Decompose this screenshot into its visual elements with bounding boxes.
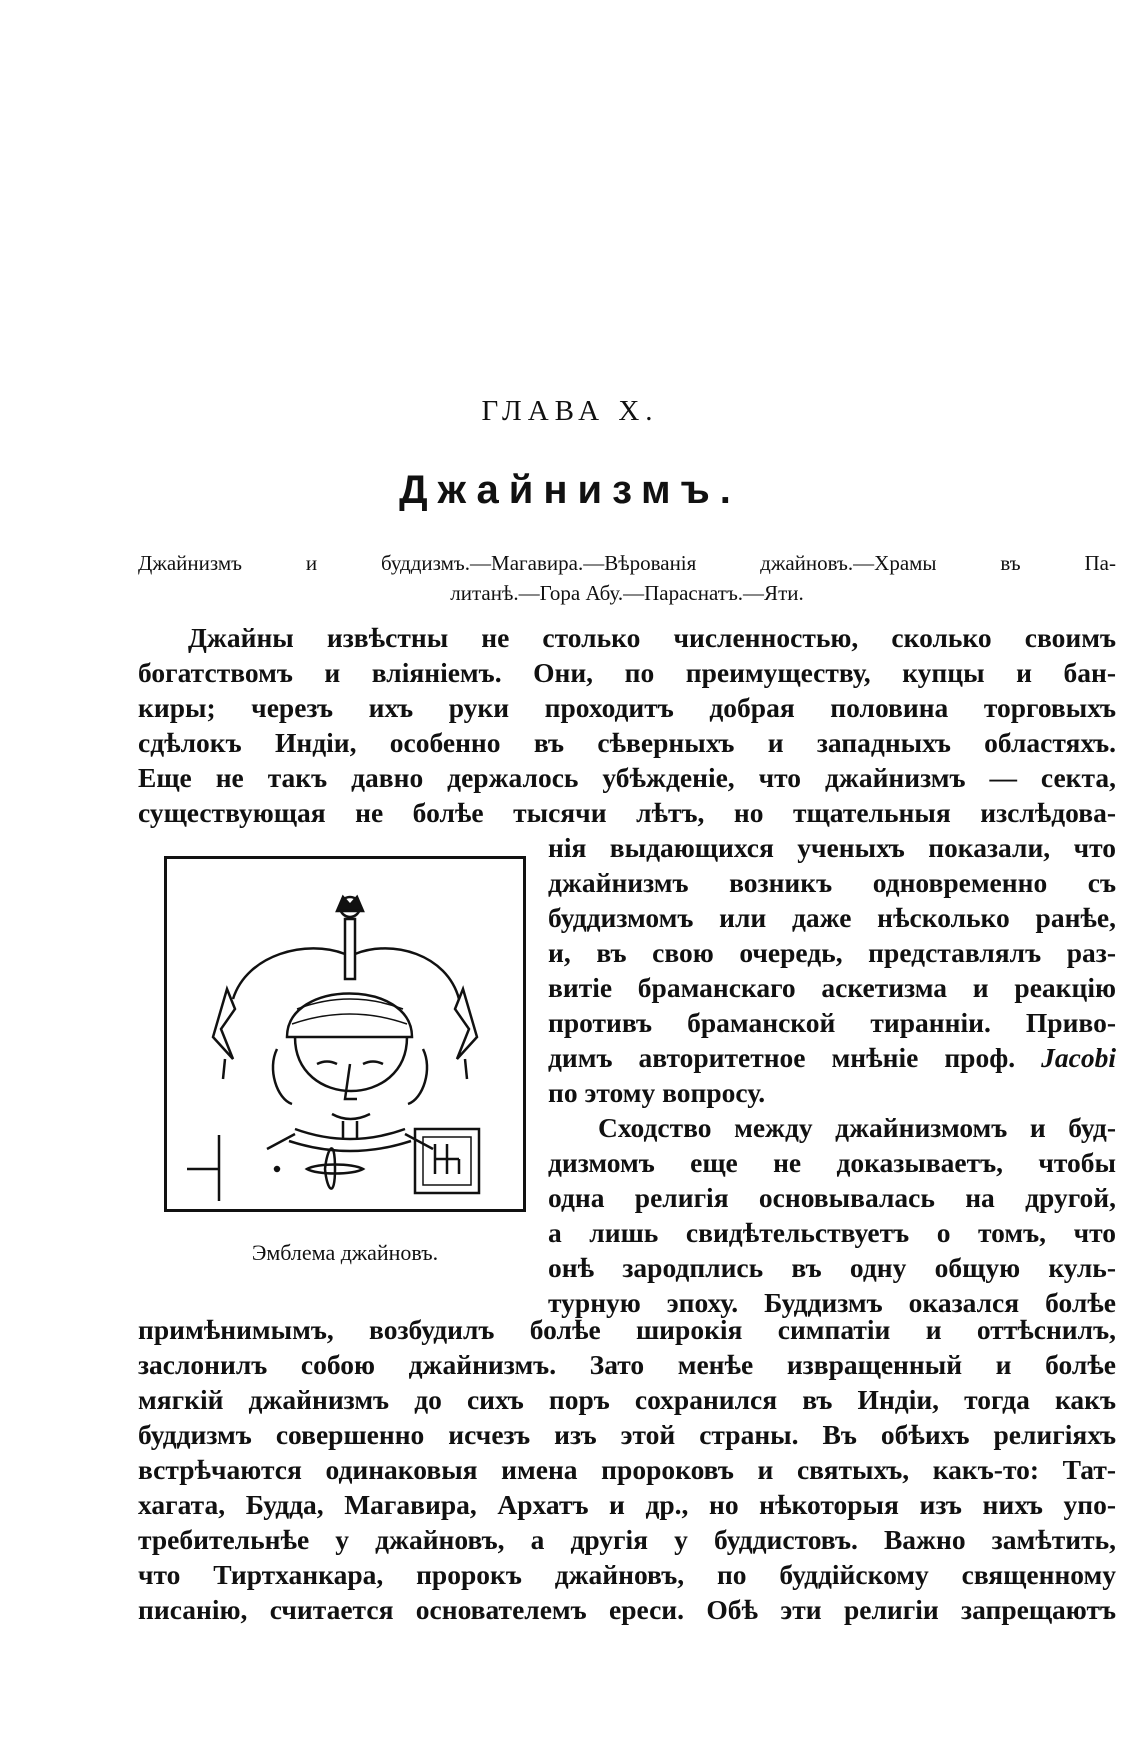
text-line: нія выдающихся ученыхъ показали, что: [548, 832, 1116, 863]
text-line: витіе браманскаго аскетизма и реакцію: [548, 972, 1116, 1003]
text-line: турную эпоху. Буддизмъ оказался болѣе: [548, 1287, 1116, 1318]
text-line: буддизмомъ или даже нѣсколько ранѣе,: [548, 902, 1116, 933]
paragraph-1-side: [548, 830, 1116, 1320]
text-line: и, въ свою очередь, представлялъ раз-: [548, 937, 1116, 968]
chapter-title: Джайнизмъ.: [399, 468, 741, 512]
text-line: что Тиртханкара, пророкъ джайновъ, по буддійскому священному: [138, 1559, 1116, 1590]
text-line: противъ браманской тиранніи. Приво-: [548, 1007, 1116, 1038]
text-line: Джайны извѣстны не столько численностью, сколько своимъ: [188, 622, 1116, 653]
text-fragment: димъ авторитетное мнѣніе проф.: [548, 1042, 1016, 1073]
text-line: джайнизмъ возникъ одновременно съ: [548, 867, 1116, 898]
text-line: одна религія основывалась на другой,: [548, 1182, 1116, 1213]
figure-caption: Эмблема джайновъ.: [251, 1240, 439, 1265]
author-name: Jacobi: [1041, 1042, 1116, 1073]
text-line: сдѣлокъ Индіи, особенно въ сѣверныхъ и западныхъ областяхъ.: [138, 727, 1116, 758]
chapter-heading: ГЛАВА X.: [481, 395, 659, 427]
jain-emblem-illustration: [167, 859, 523, 1209]
text-line: мягкій джайнизмъ до сихъ поръ сохранился въ Индіи, тогда какъ: [138, 1384, 1116, 1415]
text-line: киры; черезъ ихъ руки проходитъ добрая половина торговыхъ: [138, 692, 1116, 723]
text-line: требительнѣе у джайновъ, а другія у буддистовъ. Важно замѣтить,: [138, 1524, 1116, 1555]
text-line: [548, 1040, 1116, 1075]
text-line: хагата, Будда, Магавира, Архатъ и др., но нѣкоторыя изъ нихъ упо-: [138, 1489, 1116, 1520]
text-line: онѣ зародплись въ одну общую куль-: [548, 1252, 1116, 1283]
text-line: встрѣчаются одинаковыя имена пророковъ и святыхъ, какъ-то: Тат-: [138, 1454, 1116, 1485]
text-line: примѣнимымъ, возбудилъ болѣе широкія симпатіи и оттѣснилъ,: [138, 1314, 1116, 1345]
paragraph-2-bottom: [138, 1312, 1116, 1627]
text-line: а лишь свидѣтельствуетъ о томъ, что: [548, 1217, 1116, 1248]
summary-line: литанѣ.—Гора Абу.—Параснатъ.—Яти.: [450, 581, 804, 605]
text-line: Сходство между джайнизмомъ и буд-: [598, 1112, 1116, 1143]
text-line: писанію, считается основателемъ ереси. Обѣ эти религіи запрещаютъ: [138, 1594, 1116, 1625]
text-line: существующая не болѣе тысячи лѣтъ, но тщательныя изслѣдова-: [138, 797, 1116, 828]
jain-emblem-figure: [164, 856, 526, 1212]
text-line: богатствомъ и вліяніемъ. Они, по преимуществу, купцы и бан-: [138, 657, 1116, 688]
text-line: Еще не такъ давно держалось убѣжденіе, что джайнизмъ — секта,: [138, 762, 1116, 793]
text-line: дизмомъ еще не доказываетъ, чтобы: [548, 1147, 1116, 1178]
paragraph-1-top: [138, 620, 1116, 830]
text-line: буддизмъ совершенно исчезъ изъ этой страны. Въ обѣихъ религіяхъ: [138, 1419, 1116, 1450]
text-line: по этому вопросу.: [548, 1077, 766, 1108]
chapter-summary: [138, 548, 1116, 608]
text-line: заслонилъ собою джайнизмъ. Зато менѣе извращенный и болѣе: [138, 1349, 1116, 1380]
summary-line: Джайнизмъ и буддизмъ.—Магавира.—Вѣрованія джайновъ.—Храмы въ Па-: [138, 551, 1116, 575]
